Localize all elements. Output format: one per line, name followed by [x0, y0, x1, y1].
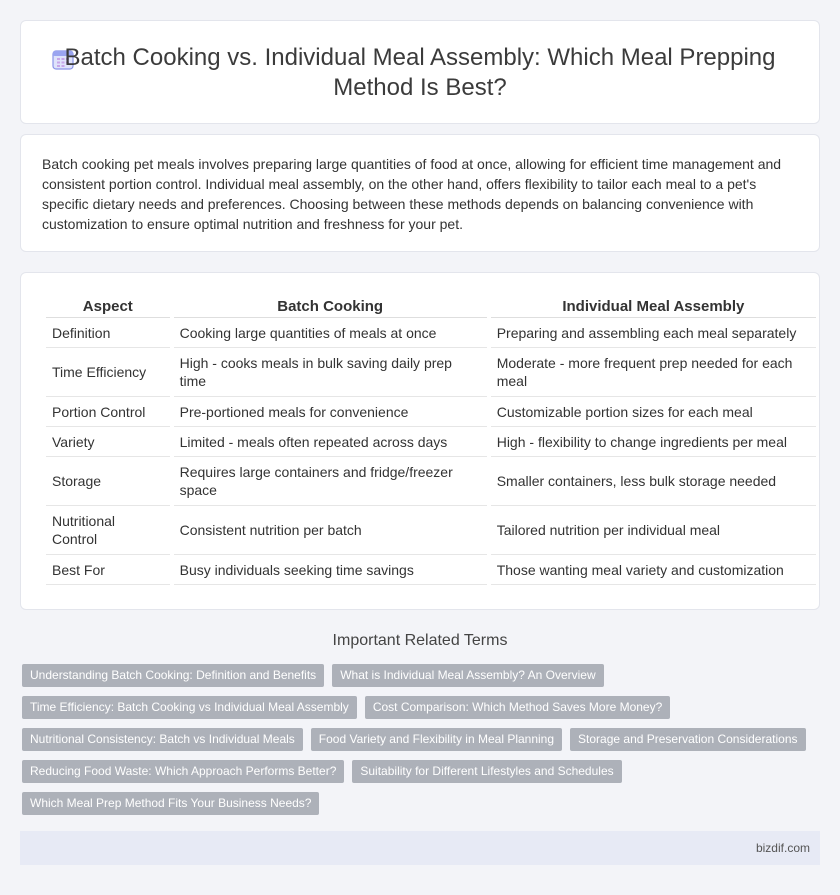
table-row: [46, 318, 816, 348]
cell-aspect: Storage: [46, 457, 170, 506]
comparison-table: [42, 295, 820, 585]
tag-link[interactable]: What is Individual Meal Assembly? An Overview: [332, 664, 603, 687]
intro-card: [20, 134, 820, 252]
tag-link[interactable]: Which Meal Prep Method Fits Your Business Needs?: [22, 792, 319, 815]
tag-link[interactable]: Storage and Preservation Considerations: [570, 728, 805, 751]
page-title: Batch Cooking vs. Individual Meal Assembly: Which Meal Prepping Method Is Best?: [64, 44, 776, 101]
table-row: [46, 457, 816, 506]
tag-row: [22, 760, 822, 783]
tag-link[interactable]: Reducing Food Waste: Which Approach Performs Better?: [22, 760, 344, 783]
tag-link[interactable]: Time Efficiency: Batch Cooking vs Individual Meal Assembly: [22, 696, 357, 719]
tag-row: [22, 664, 822, 687]
cell-individual: Tailored nutrition per individual meal: [491, 506, 816, 555]
cell-batch: Limited - meals often repeated across days: [174, 427, 487, 457]
cell-individual: Customizable portion sizes for each meal: [491, 397, 816, 427]
cell-batch: Consistent nutrition per batch: [174, 506, 487, 555]
cell-batch: Cooking large quantities of meals at once: [174, 318, 487, 348]
table-row: [46, 427, 816, 457]
cell-individual: Those wanting meal variety and customization: [491, 555, 816, 585]
cell-batch: Requires large containers and fridge/freezer space: [174, 457, 487, 506]
cell-individual: Smaller containers, less bulk storage needed: [491, 457, 816, 506]
tag-link[interactable]: Cost Comparison: Which Method Saves More Money?: [365, 696, 670, 719]
intro-paragraph: Batch cooking pet meals involves preparing large quantities of food at once, allowing for efficient time management and consistent portion control. Individual meal assembly, on the other hand, offers flexibility to tailor each meal to a pet's specific dietary needs and preferences. Choosing between these methods depends on balancing convenience with customization to ensure optimal nutrition and freshness for your pet.: [42, 156, 782, 232]
cell-individual: High - flexibility to change ingredients per meal: [491, 427, 816, 457]
footer: [20, 831, 820, 865]
cell-aspect: Portion Control: [46, 397, 170, 427]
cell-aspect: Time Efficiency: [46, 348, 170, 397]
related-terms-title: Important Related Terms: [332, 632, 508, 649]
table-row: [46, 348, 816, 397]
tag-row: [22, 792, 822, 815]
comparison-table-card: [20, 272, 820, 610]
table-row: [46, 555, 816, 585]
footer-site[interactable]: bizdif.com: [755, 841, 810, 855]
table-row: [46, 397, 816, 427]
tag-row: [22, 728, 822, 751]
tag-link[interactable]: Understanding Batch Cooking: Definition and Benefits: [22, 664, 324, 687]
tag-row: [22, 696, 822, 719]
tag-link[interactable]: Food Variety and Flexibility in Meal Planning: [311, 728, 562, 751]
table-header-row: [46, 295, 816, 318]
related-tags: [22, 664, 822, 824]
table-row: [46, 506, 816, 555]
cell-individual: Preparing and assembling each meal separately: [491, 318, 816, 348]
cell-aspect: Nutritional Control: [46, 506, 170, 555]
tag-link[interactable]: Nutritional Consistency: Batch vs Individual Meals: [22, 728, 303, 751]
header-aspect: Aspect: [46, 295, 170, 318]
cell-aspect: Variety: [46, 427, 170, 457]
cell-batch: High - cooks meals in bulk saving daily prep time: [174, 348, 487, 397]
header-batch-cooking: Batch Cooking: [174, 295, 487, 318]
cell-batch: Busy individuals seeking time savings: [174, 555, 487, 585]
cell-aspect: Definition: [46, 318, 170, 348]
cell-batch: Pre-portioned meals for convenience: [174, 397, 487, 427]
cell-aspect: Best For: [46, 555, 170, 585]
cell-individual: Moderate - more frequent prep needed for each meal: [491, 348, 816, 397]
header-card: [20, 20, 820, 124]
tag-link[interactable]: Suitability for Different Lifestyles and Schedules: [352, 760, 621, 783]
header-individual-assembly: Individual Meal Assembly: [491, 295, 816, 318]
